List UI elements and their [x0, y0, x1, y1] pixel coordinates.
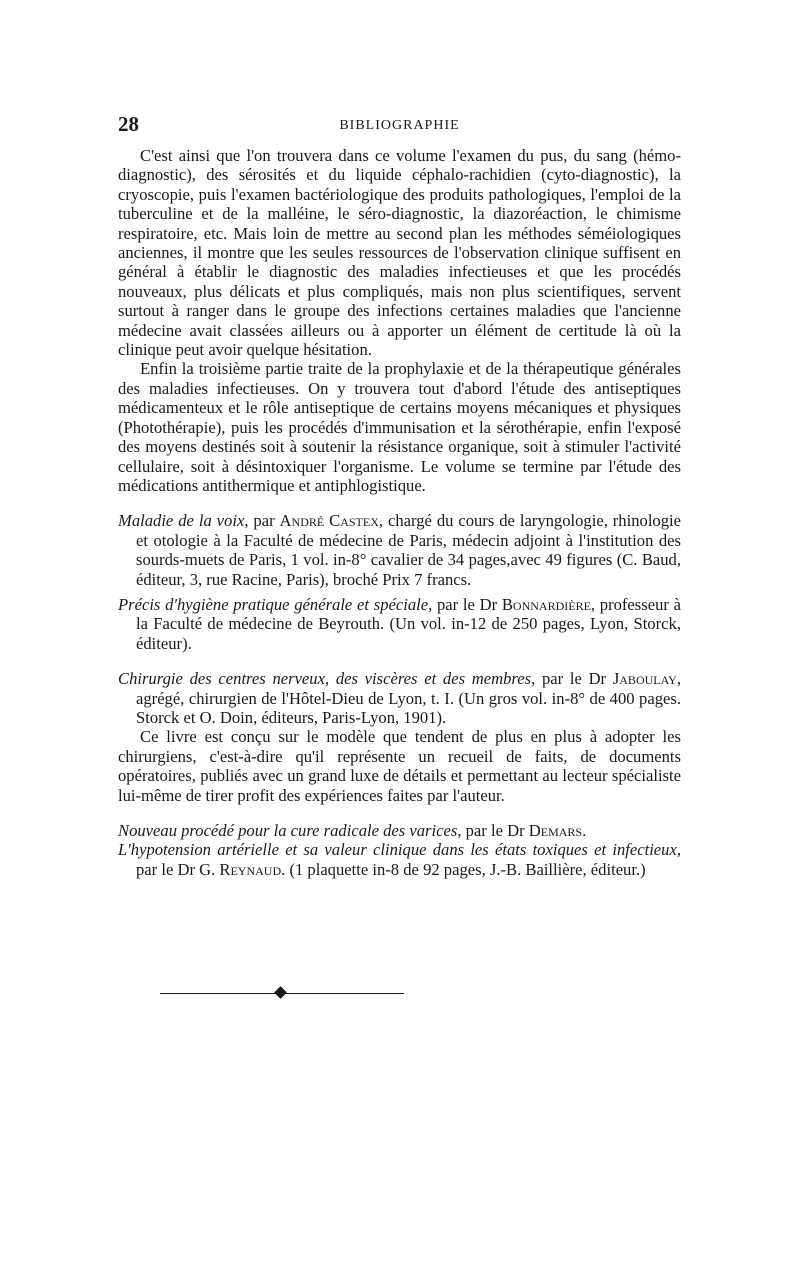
- entry-author: Bonnardière: [501, 594, 591, 614]
- entry-author: Jaboulay: [612, 669, 677, 689]
- entry-pre: , par le Dr: [531, 669, 613, 689]
- bibliography-entry-castex: [118, 511, 681, 589]
- entry-details: , professeur à la Faculté de médecine de Beyrouth. (Un vol. in-12 de 250 pages, Lyon, Storck, éditeur).: [136, 594, 681, 653]
- diamond-ornament-icon: [274, 986, 287, 999]
- entry-pre: , par le Dr G.: [136, 840, 681, 879]
- entry-author: André Castex: [279, 511, 379, 531]
- entry-details: , agrégé, chirurgien de l'Hôtel-Dieu de Lyon, t. I. (Un gros vol. in-8° de 400 pages. Storck et O. Doin, éditeurs, Paris-Lyon, 1901).: [136, 669, 681, 727]
- page-header: [118, 112, 681, 146]
- page-number: 28: [118, 112, 139, 136]
- entry-title: Chirurgie des centres nerveux, des viscères et des membres: [118, 669, 532, 689]
- entry-details: , chargé du cours de laryngologie, rhinologie et otologie à la Faculté de médecine de Paris, médecin adjoint à l'institution des sourds-muets de Paris, 1 vol. in-8° cavalier de 34 pages,avec 49 figures (C. Baud, éditeur, 3, rue Racine, Paris), broché Prix 7 francs.: [136, 511, 681, 589]
- bibliography-entry-bonnardiere: [118, 595, 681, 653]
- bibliography-entry-demars: [118, 821, 681, 840]
- intro-paragraph-2: Enfin la troisième partie traite de la prophylaxie et de la thérapeutique générales des maladies infectieuses. On y trouvera tout d'abord l'étude des antiseptiques médicamenteux et le rôle antiseptique de certains moyens mécaniques et physiques (Photothérapie), puis les procédés d'immunisation et la sérothérapie, enfin l'exposé des moyens destinés soit à soutenir la résistance organique, soit à stimuler l'activité cellulaire, soit à désintoxiquer l'organisme. Le volume se termine par l'étude des médications antithermique et antiphlogistique.: [118, 359, 681, 495]
- entry-review: Ce livre est conçu sur le modèle que tendent de plus en plus à adopter les chirurgiens, c'est-à-dire qu'il représente un recueil de faits, de documents opératoires, publiés avec un grand luxe de détails et permettant au lecteur spécialiste lui-même de tirer profit des expériences faites par l'auteur.: [118, 727, 681, 805]
- entry-title: Précis d'hygiène pratique générale et spéciale: [118, 594, 429, 614]
- bibliography-entry-jaboulay: [118, 669, 681, 727]
- book-page: [118, 112, 681, 879]
- entry-pre: , par le Dr: [457, 821, 529, 840]
- intro-paragraph-1: C'est ainsi que l'on trouvera dans ce volume l'examen du pus, du sang (hémo-diagnostic), des sérosités et du liquide céphalo-rachidien (cyto-diagnostic), la cryoscopie, puis l'examen bactériologique des produits pathologiques, l'emploi de la tuberculine et de la malléine, le séro-diagnostic, la diazoréaction, le chimisme respiratoire, etc. Mais loin de mettre au second plan les méthodes séméiologiques anciennes, il montre que les seules ressources de l'observation clinique suffisent en général à établir le diagnostic des maladies infectieuses et que les procédés nouveaux, plus délicats et plus compliqués, mais non plus scientifiques, servent surtout à ranger dans le groupe des infections certaines maladies que l'ancienne médecine avait classées ailleurs ou à apporter un élément de certitude là où la clinique peut avoir quelque hésitation.: [118, 146, 681, 360]
- running-head: BIBLIOGRAPHIE: [339, 118, 460, 133]
- entry-title: Maladie de la voix: [118, 511, 245, 531]
- entry-details: . (1 plaquette in-8 de 92 pages, J.-B. Baillière, éditeur.): [281, 859, 646, 879]
- entry-title: L'hypotension artérielle et sa valeur clinique dans les états toxiques et infectieux: [118, 840, 677, 860]
- entry-author: Demars: [528, 821, 583, 840]
- entry-pre: , par le Dr: [428, 594, 502, 614]
- entry-title: Nouveau procédé pour la cure radicale des varices: [118, 821, 458, 840]
- entry-pre: , par: [244, 511, 280, 531]
- entry-details: .: [582, 821, 587, 840]
- bibliography-entry-reynaud: [118, 840, 681, 879]
- entry-author: Reynaud: [219, 859, 282, 879]
